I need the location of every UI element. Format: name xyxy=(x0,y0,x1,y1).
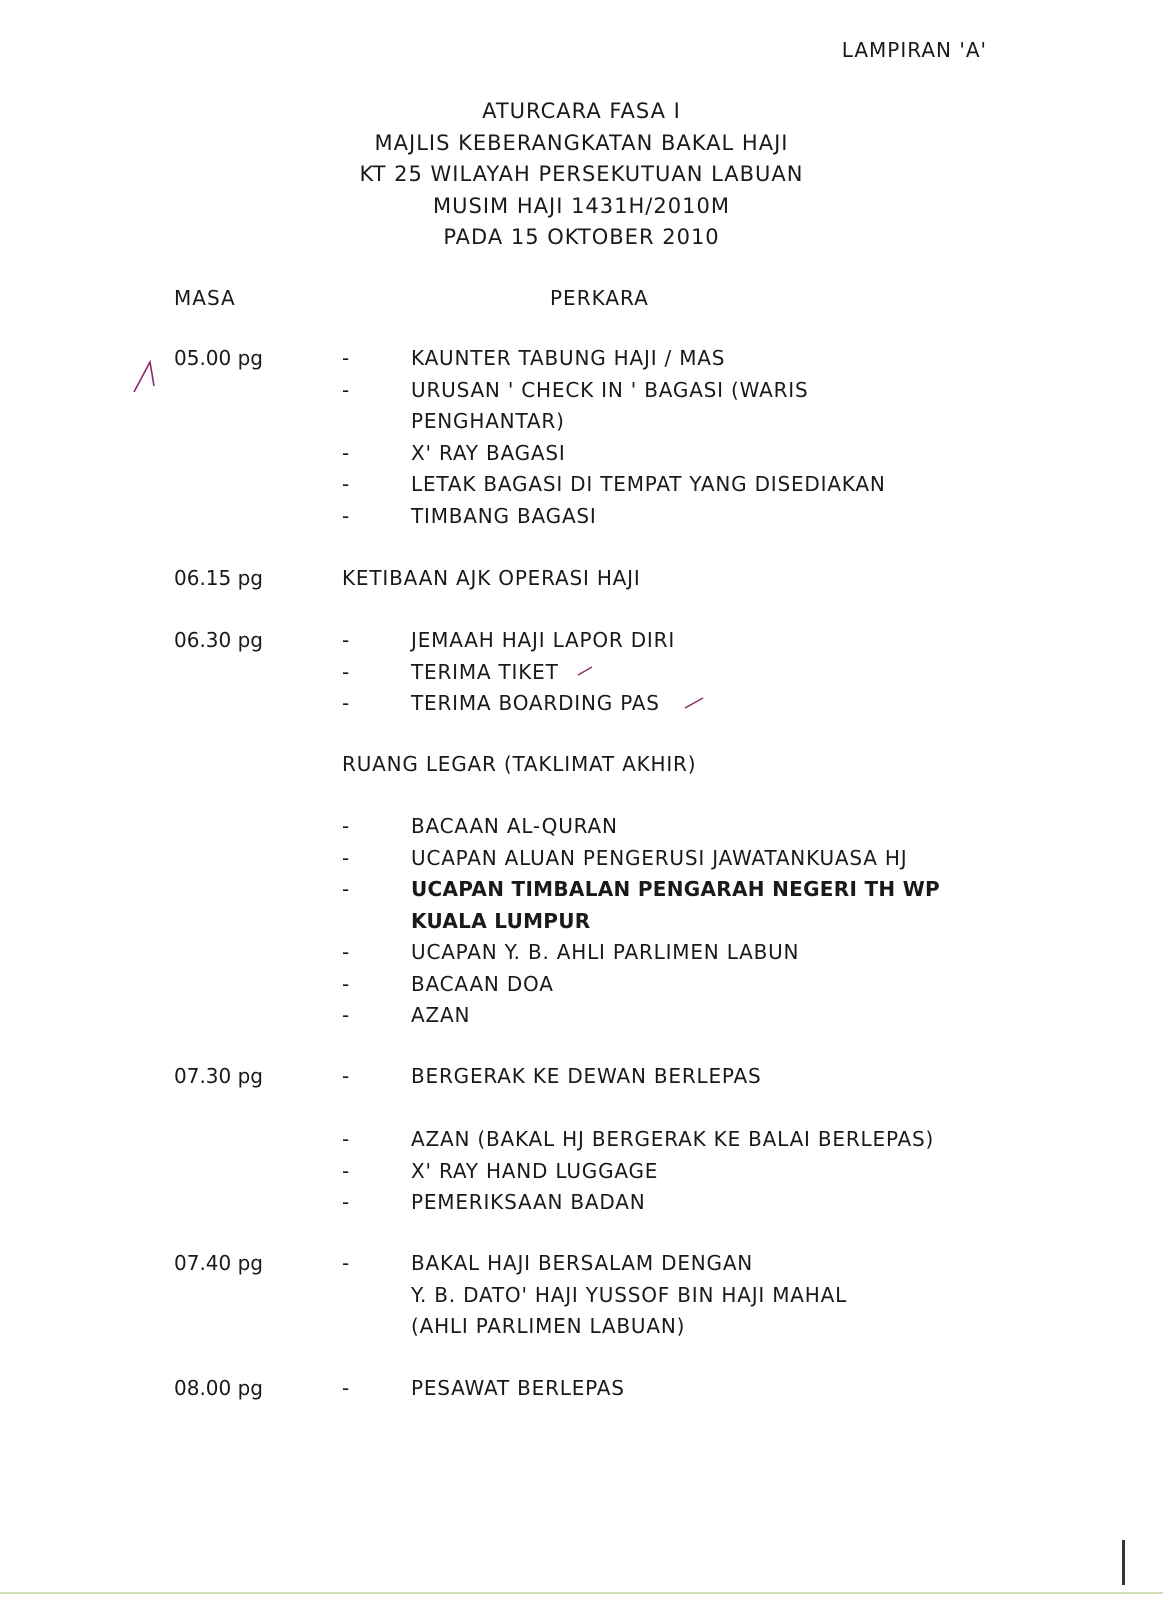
list-item xyxy=(0,874,1163,906)
check-mark-icon xyxy=(683,695,707,711)
title-line: PADA 15 OKTOBER 2010 xyxy=(443,225,720,249)
time-label: 08.00 pg xyxy=(174,1376,264,1400)
bullet-dash: - xyxy=(342,691,350,715)
list-item xyxy=(0,406,1163,438)
list-item xyxy=(0,375,1163,407)
list-item xyxy=(0,937,1163,969)
title-line: MAJLIS KEBERANGKATAN BAKAL HAJI xyxy=(374,130,789,155)
bullet-dash: - xyxy=(342,628,350,652)
list-item xyxy=(0,688,1163,720)
bullet-dash: - xyxy=(342,377,350,402)
column-header-perkara: PERKARA xyxy=(550,286,649,310)
bullet-dash: - xyxy=(342,971,350,996)
schedule-block xyxy=(0,343,1163,532)
bullet-dash: - xyxy=(342,1376,350,1400)
list-item xyxy=(0,438,1163,470)
bullet-dash: - xyxy=(342,814,350,838)
time-label: 06.15 pg xyxy=(174,566,264,590)
list-item xyxy=(0,843,1163,875)
item-text: UCAPAN TIMBALAN PENGARAH NEGERI TH WP xyxy=(411,877,941,901)
list-item xyxy=(0,1000,1163,1032)
bullet-dash: - xyxy=(342,1064,350,1088)
item-text: AZAN (BAKAL HJ BERGERAK KE BALAI BERLEPAS) xyxy=(411,1127,935,1151)
bullet-dash: - xyxy=(342,845,350,870)
item-text: X' RAY BAGASI xyxy=(411,440,566,465)
item-text: UCAPAN ALUAN PENGERUSI JAWATANKUASA HJ xyxy=(411,845,908,870)
list-item xyxy=(0,501,1163,533)
list-item xyxy=(0,343,1163,375)
list-item xyxy=(0,1280,1163,1312)
list-item xyxy=(0,469,1163,501)
list-item xyxy=(0,1373,1163,1405)
time-label: 07.30 pg xyxy=(174,1064,264,1088)
item-text: X' RAY HAND LUGGAGE xyxy=(411,1158,659,1183)
schedule-block xyxy=(0,1248,1163,1343)
bullet-dash: - xyxy=(342,1190,350,1214)
item-text: BERGERAK KE DEWAN BERLEPAS xyxy=(411,1064,762,1088)
item-text: (AHLI PARLIMEN LABUAN) xyxy=(411,1314,686,1338)
bullet-dash: - xyxy=(342,877,350,901)
item-text: PENGHANTAR) xyxy=(411,409,565,433)
bullet-dash: - xyxy=(342,1158,350,1183)
item-text: URUSAN ' CHECK IN ' BAGASI (WARIS xyxy=(411,377,809,402)
title-line: KT 25 WILAYAH PERSEKUTUAN LABUAN xyxy=(359,162,804,186)
list-item xyxy=(0,811,1163,843)
item-text: KAUNTER TABUNG HAJI / MAS xyxy=(411,346,726,370)
item-text: LETAK BAGASI DI TEMPAT YANG DISEDIAKAN xyxy=(411,472,886,496)
attachment-label: LAMPIRAN 'A' xyxy=(841,38,987,62)
bullet-dash: - xyxy=(342,1251,350,1275)
schedule-block xyxy=(0,811,1163,1032)
bullet-dash: - xyxy=(342,1003,350,1027)
check-mark-icon xyxy=(576,664,596,678)
scan-edge-mark xyxy=(1122,1540,1125,1585)
title-line: ATURCARA FASA I xyxy=(482,99,681,123)
item-text: KUALA LUMPUR xyxy=(411,908,591,933)
item-text: UCAPAN Y. B. AHLI PARLIMEN LABUN xyxy=(411,940,800,964)
item-text: AZAN xyxy=(411,1003,471,1027)
list-item xyxy=(0,1124,1163,1156)
title-line: MUSIM HAJI 1431H/2010M xyxy=(433,193,730,218)
item-text: TIMBANG BAGASI xyxy=(411,503,597,528)
time-label: 07.40 pg xyxy=(174,1251,264,1275)
list-item xyxy=(0,1248,1163,1280)
list-item xyxy=(0,625,1163,657)
item-text: BAKAL HAJI BERSALAM DENGAN xyxy=(411,1251,754,1275)
bullet-dash: - xyxy=(342,659,350,684)
item-text: KETIBAAN AJK OPERASI HAJI xyxy=(342,566,641,590)
document-title xyxy=(0,96,1163,254)
time-label: 05.00 pg xyxy=(174,346,264,370)
item-text: PEMERIKSAAN BADAN xyxy=(411,1190,646,1214)
column-header-masa: MASA xyxy=(174,286,236,310)
schedule-block xyxy=(0,1373,1163,1405)
item-text: Y. B. DATO' HAJI YUSSOF BIN HAJI MAHAL xyxy=(411,1282,848,1307)
schedule-block xyxy=(0,1061,1163,1093)
item-text: BACAAN DOA xyxy=(411,971,554,996)
bullet-dash: - xyxy=(342,503,350,528)
bullet-dash: - xyxy=(342,472,350,496)
section-heading: RUANG LEGAR (TAKLIMAT AKHIR) xyxy=(342,752,697,776)
item-text: TERIMA BOARDING PAS xyxy=(411,691,660,715)
schedule-block xyxy=(0,1124,1163,1219)
item-text: BACAAN AL-QURAN xyxy=(411,814,618,838)
item-text: PESAWAT BERLEPAS xyxy=(411,1376,625,1400)
list-item xyxy=(0,1061,1163,1093)
list-item xyxy=(0,1156,1163,1188)
bullet-dash: - xyxy=(342,940,350,964)
list-item xyxy=(0,1187,1163,1219)
bullet-dash: - xyxy=(342,346,350,370)
item-text: TERIMA TIKET xyxy=(411,659,559,684)
item-text: JEMAAH HAJI LAPOR DIRI xyxy=(411,628,676,652)
bullet-dash: - xyxy=(342,440,350,465)
bullet-dash: - xyxy=(342,1127,350,1151)
time-label: 06.30 pg xyxy=(174,628,264,652)
scan-edge-line xyxy=(0,1592,1163,1594)
list-item xyxy=(0,1311,1163,1343)
list-item xyxy=(0,906,1163,938)
list-item xyxy=(0,969,1163,1001)
